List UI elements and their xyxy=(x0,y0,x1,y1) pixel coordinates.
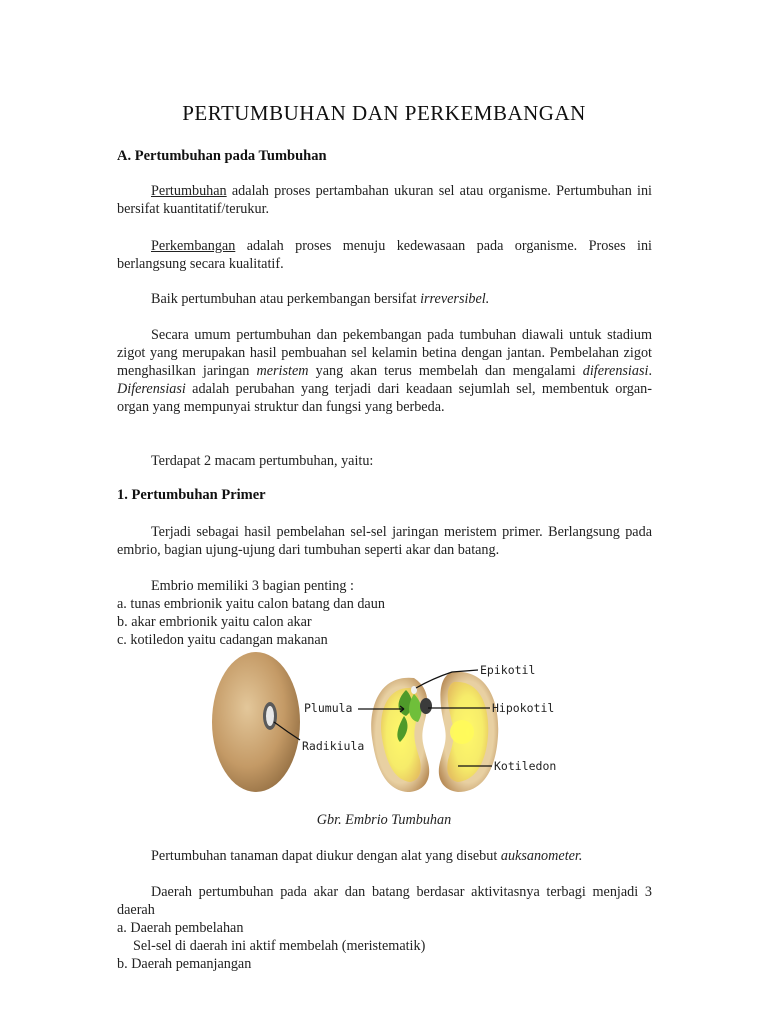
embryo-figure xyxy=(200,650,580,810)
term-pertumbuhan: Pertumbuhan xyxy=(151,183,227,199)
list-item-tunas: a. tunas embrionik yaitu calon batang dan daun xyxy=(117,596,385,612)
list-item-pembelahan-desc: Sel-sel di daerah ini aktif membelah (meristematik) xyxy=(133,938,426,954)
section-heading-a: A. Pertumbuhan pada Tumbuhan xyxy=(117,148,327,164)
paragraph-auksanometer: Pertumbuhan tanaman dapat diukur dengan alat yang disebut auksanometer. xyxy=(151,848,583,864)
figure-caption: Gbr. Embrio Tumbuhan xyxy=(316,812,452,828)
list-item-pemanjangan: b. Daerah pemanjangan xyxy=(117,956,252,972)
paragraph-macam-pertumbuhan: Terdapat 2 macam pertumbuhan, yaitu: xyxy=(151,453,374,469)
paragraph-daerah: Daerah pertumbuhan pada akar dan batang berdasar aktivitasnya terbagi menjadi 3 daerah xyxy=(117,884,652,918)
list-item-akar: b. akar embrionik yaitu calon akar xyxy=(117,614,312,630)
section-heading-primer: 1. Pertumbuhan Primer xyxy=(117,487,266,503)
page-title: PERTUMBUHAN DAN PERKEMBANGAN xyxy=(182,101,586,125)
list-item-pembelahan: a. Daerah pembelahan xyxy=(117,920,244,936)
opened-seed xyxy=(371,672,498,792)
label-plumula: Plumula xyxy=(304,701,353,715)
list-item-kotiledon: c. kotiledon yaitu cadangan makanan xyxy=(117,632,328,648)
paragraph-pertumbuhan: Pertumbuhan adalah proses pertambahan ukuran sel atau organisme. Pertumbuhan ini bersifat kuantitatif/terukur. xyxy=(117,183,652,217)
whole-seed xyxy=(212,652,300,792)
label-hipokotil: Hipokotil xyxy=(492,701,555,715)
label-radikula: Radikiula xyxy=(302,739,365,753)
paragraph-embrio: Embrio memiliki 3 bagian penting : xyxy=(151,578,354,594)
label-kotiledon: Kotiledon xyxy=(494,759,557,773)
paragraph-perkembangan: Perkembangan adalah proses menuju kedewasaan pada organisme. Proses ini berlangsung secara kualitatif. xyxy=(117,238,652,272)
paragraph-primer: Terjadi sebagai hasil pembelahan sel-sel jaringan meristem primer. Berlangsung pada embrio, bagian ujung-ujung dari tumbuhan seperti akar dan batang. xyxy=(117,524,652,558)
term-perkembangan: Perkembangan xyxy=(151,238,236,254)
label-epikotil: Epikotil xyxy=(480,663,536,677)
paragraph-zigot: Secara umum pertumbuhan dan pekembangan pada tumbuhan diawali untuk stadium zigot yang merupakan hasil pembuahan sel kelamin betina dengan jantan. Pembelahan zigot menghasilkan jaringan meristem yang akan terus membelah dan mengalami diferensiasi. Diferensiasi adalah perubahan yang terjadi dari keadaan sejumlah sel, membentuk organ-organ yang mempunyai struktur dan fungsi yang berbeda. xyxy=(117,327,652,415)
paragraph-irreversibel: Baik pertumbuhan atau perkembangan bersifat irreversibel. xyxy=(151,291,490,307)
